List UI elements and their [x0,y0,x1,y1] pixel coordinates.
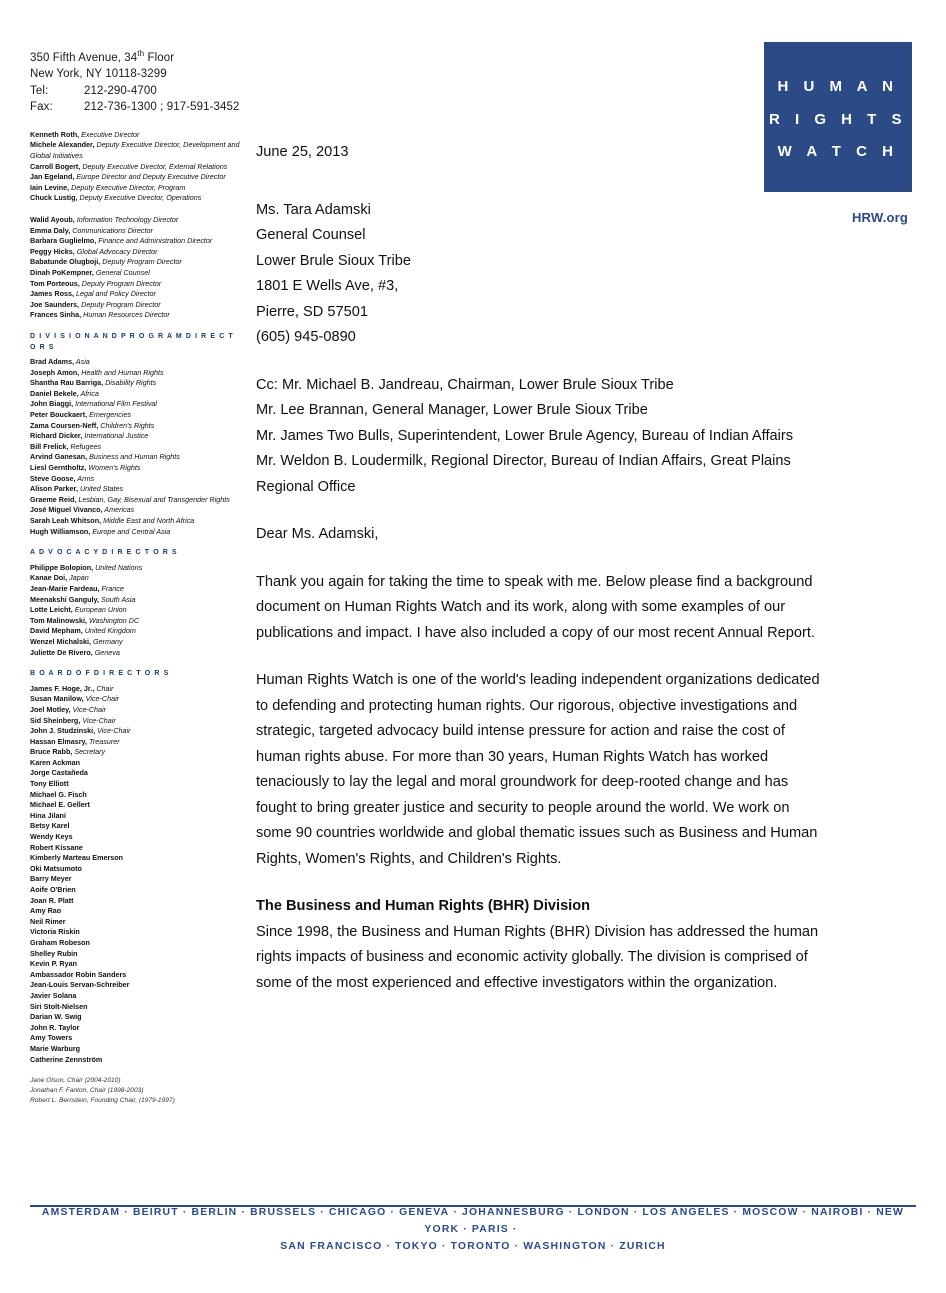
staff-name: Shantha Rau Barriga, [30,378,104,388]
staff-name: Dinah PoKempner, [30,267,94,277]
letter-recipient [256,198,822,351]
staff-title: Japan [67,573,89,583]
footer-separator: · [182,1207,188,1218]
staff-title: Chair [94,683,114,693]
staff-title: Disability Rights [103,378,157,388]
staff-title: France [99,583,124,593]
staff-title: Women's Rights [86,463,141,473]
footer-city: NEW YORK [424,1207,905,1235]
staff-title: Americas [102,505,135,515]
cc-line: Cc: Mr. Michael B. Jandreau, Chairman, Lower Brule Sioux Tribe [256,376,674,393]
staff-name: Wendy Keys [30,832,73,842]
staff-entry [30,130,242,141]
staff-entry [30,790,242,801]
staff-name: Barbara Guglielmo, [30,236,97,246]
staff-name: Daniel Bekele, [30,388,79,398]
staff-emeriti [30,1076,242,1106]
staff-entry [30,140,242,161]
footer-separator: · [386,1241,392,1252]
staff-name: José Miguel Vivanco, [30,505,103,515]
staff-entry [30,694,242,705]
staff-entry [30,779,242,790]
staff-entry [30,970,242,981]
staff-entry [30,268,242,279]
staff-entry [30,193,242,204]
footer-city: BERLIN [191,1207,238,1218]
staff-title: Finance and Administration Director [96,236,213,246]
staff-name: John Biaggi, [30,399,74,409]
staff-entry [30,300,242,311]
staff-entry [30,737,242,748]
staff-name: James F. Hoge, Jr., [30,683,95,693]
staff-entry [30,705,242,716]
staff-title: Africa [78,388,99,398]
staff-name: Carroll Bogert, [30,161,81,171]
staff-entry [30,716,242,727]
staff-entry [30,516,242,527]
logo-line-rights: R I G H T S [768,111,907,128]
staff-name: Kimberly Marteau Emerson [30,853,124,863]
staff-entry [30,421,242,432]
staff-name: Emma Daly, [30,225,71,235]
footer-separator: · [568,1207,574,1218]
staff-entry [30,505,242,516]
staff-entry [30,648,242,659]
address-fax [30,99,242,116]
staff-name: Babatunde Olugboji, [30,257,101,267]
staff-title: Communications Director [70,225,153,235]
letter-paragraph-2: Human Rights Watch is one of the world's leading independent organizations dedicated to defending and protecting human rights. Our rigorous, objective investigations and strategic, targeted advocacy build intense pressure for action and raise the cost of human rights abuse. For more than 30 years, Human Rights Watch has worked tenaciously to lay the legal and moral groundwork for deep-rooted change and has fought to bring greater justice and security to people around the world. We work on some 90 countries worldwide and global thematic issues such as Business and Human Rights, Women's Rights, and Children's Rights. [256,672,820,867]
staff-entry [30,563,242,574]
fax-label: Fax: [30,101,53,114]
staff-name: Peggy Hicks, [30,246,75,256]
staff-name: Oki Matsumoto [30,863,82,873]
staff-name: Jean-Marie Fardeau, [30,583,100,593]
staff-entry [30,1012,242,1023]
staff-title: Information Technology Director [74,214,179,224]
footer-city: TOKYO [395,1241,438,1252]
staff-name: Philippe Bolopion, [30,562,94,572]
staff-entry [30,215,242,226]
address-floor-suffix: th [137,49,145,58]
footer-city: AMSTERDAM [41,1207,121,1218]
staff-title: United States [77,484,124,494]
staff-group-advocacy [30,548,242,658]
staff-entry [30,389,242,400]
staff-name: Victoria Riskin [30,927,80,937]
footer-line-2 [30,1238,916,1255]
staff-entry [30,452,242,463]
footer-separator: · [441,1241,447,1252]
recipient-line: Ms. Tara Adamski [256,201,371,218]
hrw-website-link[interactable]: HRW.org [851,210,908,225]
staff-title: International Film Festival [73,399,158,409]
staff-entry [30,172,242,183]
staff-name: Catherine Zennström [30,1054,103,1064]
staff-entry [30,864,242,875]
staff-entry [30,1002,242,1013]
staff-title: Vice-Chair [80,715,116,725]
staff-name: Joan R. Platt [30,895,74,905]
staff-name: Arvind Ganesan, [30,452,88,462]
staff-name: Chuck Lustig, [30,193,78,203]
staff-entry [30,684,242,695]
footer-city: LONDON [577,1207,630,1218]
staff-name: Joseph Amon, [30,367,80,377]
staff-name: Liesl Gerntholtz, [30,463,87,473]
staff-emeritus-entry: Robert L. Bernstein, Founding Chair, (1979-1997) [30,1097,175,1105]
address-tel [30,83,242,100]
footer-separator: · [633,1207,639,1218]
staff-name: Kevin P. Ryan [30,959,78,969]
staff-entry [30,279,242,290]
footer-city: TORONTO [450,1241,511,1252]
footer-city: CHICAGO [328,1207,387,1218]
recipient-line: 1801 E Wells Ave, #3, [256,278,399,294]
footer-city: BEIRUT [132,1207,179,1218]
address-street [30,46,242,66]
staff-title: Global Advocacy Director [74,246,158,256]
staff-entry [30,917,242,928]
letter-date: June 25, 2013 [256,144,349,160]
staff-entry [30,758,242,769]
staff-title: Executive Director [79,129,140,139]
staff-entry [30,626,242,637]
staff-title: European Union [72,605,127,615]
staff-name: Karen Ackman [30,757,81,767]
staff-name: Peter Bouckaert, [30,410,88,420]
staff-title: Secretary [72,747,106,757]
staff-title: Deputy Executive Director, Operations [77,193,202,203]
footer-city: NAIROBI [811,1207,864,1218]
staff-name: Betsy Karel [30,821,70,831]
staff-name: Bruce Rabb, [30,747,73,757]
staff-name: Javier Solana [30,990,77,1000]
staff-entry [30,605,242,616]
staff-group-division [30,332,242,537]
staff-entry [30,410,242,421]
staff-title: Asia [74,357,90,367]
staff-title: Treasurer [87,736,120,746]
staff-name: Graham Robeson [30,937,90,947]
staff-title: Geneva [92,647,120,657]
staff-name: Hassan Elmasry, [30,736,88,746]
footer-city: PARIS [471,1224,509,1235]
staff-entry [30,938,242,949]
staff-entry [30,310,242,321]
staff-name: Jean-Louis Servan-Schreiber [30,980,130,990]
staff-entry [30,747,242,758]
tel-value: 212-290-4700 [84,84,157,97]
staff-heading-division: D I V I S I O N A N D P R O G R A M D I R E C T O R S [30,332,234,351]
office-locations-footer [30,1204,916,1255]
staff-entry [30,906,242,917]
footer-separator: · [610,1241,616,1252]
letter-section-heading: The Business and Human Rights (BHR) Division [256,898,591,914]
footer-separator: · [867,1207,873,1218]
staff-name: John J. Studzinski, [30,726,96,736]
staff-entry [30,726,242,737]
staff-entry [30,573,242,584]
staff-emeritus-entry: Jane Olson, Chair (2004-2010) [30,1077,121,1085]
staff-name: Michael G. Fisch [30,789,87,799]
staff-title: Refugees [68,441,102,451]
address-city: New York, NY 10118-3299 [30,68,167,81]
staff-name: Barry Meyer [30,874,72,884]
staff-title: Health and Human Rights [79,367,164,377]
staff-entry [30,853,242,864]
recipient-line: Lower Brule Sioux Tribe [256,252,411,269]
recipient-line: (605) 945-0890 [256,329,356,345]
staff-name: Alison Parker, [30,484,78,494]
staff-title: General Counsel [93,267,150,277]
staff-title: Vice-Chair [95,726,131,736]
staff-title: Deputy Program Director [79,299,161,309]
tel-label: Tel: [30,84,49,97]
staff-name: Siri Stolt-Nielsen [30,1001,88,1011]
staff-entry [30,357,242,368]
staff-name: Michael E. Gellert [30,800,90,810]
footer-city: JOHANNESBURG [462,1207,565,1218]
staff-entry [30,800,242,811]
staff-title: Deputy Executive Director, Development and Global Initiatives [30,140,240,161]
staff-entry [30,183,242,194]
staff-title: Arms [75,473,95,483]
footer-separator: · [390,1207,396,1218]
footer-city: LOS ANGELES [642,1207,730,1218]
footer-city: GENEVA [399,1207,450,1218]
staff-name: Iain Levine, [30,182,70,192]
staff-name: Frances Sinha, [30,310,82,320]
staff-name: Steve Goose, [30,473,76,483]
staff-name: Tom Porteous, [30,278,80,288]
footer-city: BRUSSELS [250,1207,317,1218]
staff-title: Europe Director and Deputy Executive Director [74,172,226,182]
fax-value: 212-736-1300 ; 917-591-3452 [84,101,240,114]
staff-title: Deputy Program Director [79,278,162,288]
staff-entry [30,257,242,268]
footer-separator: · [514,1241,520,1252]
footer-separator: · [802,1207,808,1218]
staff-entry [30,474,242,485]
staff-entry [30,463,242,474]
staff-name: Neil Rimer [30,916,66,926]
staff-name: Juliette De Rivero, [30,647,93,657]
staff-title: Emergencies [87,410,132,420]
cc-line: Mr. Lee Brannan, General Manager, Lower Brule Sioux Tribe [256,402,648,418]
staff-entry [30,1023,242,1034]
staff-entry [30,399,242,410]
staff-entry [30,595,242,606]
staff-entry [30,637,242,648]
staff-name: Kanae Doi, [30,573,68,583]
footer-separator: · [512,1224,518,1235]
staff-name: Michele Alexander, [30,140,95,150]
staff-entry [30,821,242,832]
staff-entry [30,431,242,442]
staff-entry [30,811,242,822]
staff-title: United Kingdom [82,626,136,636]
staff-name: Amy Towers [30,1033,73,1043]
staff-entry [30,832,242,843]
staff-entry [30,378,242,389]
staff-title: Deputy Executive Director, External Relations [80,161,228,171]
cc-line: Mr. Weldon B. Loudermilk, Regional Director, Bureau of Indian Affairs, Great Plains Regional Office [256,453,791,495]
address-floor-word: Floor [144,51,175,64]
footer-separator: · [453,1207,459,1218]
staff-name: Wenzel Michalski, [30,636,91,646]
staff-name: Lotte Leicht, [30,605,73,615]
staff-name: Tom Malinowski, [30,615,87,625]
staff-entry [30,1044,242,1055]
staff-title: United Nations [93,562,143,572]
staff-name: Ambassador Robin Sanders [30,969,127,979]
staff-entry [30,616,242,627]
footer-city: MOSCOW [742,1207,799,1218]
staff-entry [30,927,242,938]
staff-title: Lesbian, Gay, Bisexual and Transgender Rights [76,494,230,504]
staff-entry [30,247,242,258]
staff-title: Vice-Chair [70,704,107,714]
footer-separator: · [241,1207,247,1218]
letter-paragraph-1: Thank you again for taking the time to speak with me. Below please find a background document on Human Rights Watch and its work, along with some examples of our publications and impact. I have also included a copy of our most recent Annual Report. [256,573,815,641]
staff-title: International Justice [82,431,149,441]
letter-section-body: Since 1998, the Business and Human Rights (BHR) Division has addressed the human rights impacts of business and economic activity globally. The division is comprised of some of the most experienced and effective investigators within the organization. [256,923,819,991]
staff-name: Jorge Castañeda [30,768,88,778]
footer-city: ZURICH [619,1241,666,1252]
staff-entry [30,236,242,247]
staff-name: Sarah Leah Whitson, [30,516,102,526]
letter-body [256,140,822,996]
footer-separator: · [463,1224,468,1235]
staff-title: Washington DC [86,615,140,625]
staff-entry [30,949,242,960]
footer-city: SAN FRANCISCO [280,1241,383,1252]
staff-name: Zama Coursen-Neff, [30,420,99,430]
staff-name: Joe Saunders, [30,299,80,309]
staff-title: Deputy Program Director [100,257,182,267]
staff-group-executive [30,130,242,204]
staff-title: Human Resources Director [81,310,170,320]
staff-heading-advocacy: A D V O C A C Y D I R E C T O R S [30,549,178,557]
staff-entry [30,584,242,595]
staff-title: Deputy Executive Director, Program [69,182,186,192]
staff-title: Legal and Policy Director [73,289,156,299]
staff-heading-board: B O A R D O F D I R E C T O R S [30,670,170,678]
staff-name: Brad Adams, [30,357,75,367]
staff-title: Children's Rights [98,420,155,430]
logo-line-watch: W A T C H [777,143,899,160]
staff-name: Susan Manilow, [30,694,84,704]
staff-name: Hugh Williamson, [30,526,91,536]
staff-name: Marie Warburg [30,1043,81,1053]
footer-city: WASHINGTON [523,1241,607,1252]
address-street-text: 350 Fifth Avenue, 34 [30,51,138,64]
staff-entry [30,368,242,379]
footer-line-1 [30,1204,916,1238]
staff-entry [30,162,242,173]
staff-entry [30,527,242,538]
staff-entry [30,1033,242,1044]
footer-separator: · [320,1207,325,1218]
staff-name: Graeme Reid, [30,494,77,504]
footer-separator: · [124,1207,129,1218]
staff-group-directors [30,215,242,321]
staff-name: James Ross, [30,289,74,299]
staff-title: Europe and Central Asia [90,526,171,536]
staff-entry [30,843,242,854]
staff-name: Richard Dicker, [30,431,83,441]
staff-entry [30,896,242,907]
staff-entry [30,289,242,300]
staff-name: Tony Elliott [30,779,69,789]
staff-title: Germany [90,636,123,646]
letterhead-left-column [30,46,242,1106]
staff-name: Jan Egeland, [30,172,75,182]
staff-title: South Asia [98,594,136,604]
staff-entry [30,768,242,779]
letter-cc-list [256,373,822,501]
staff-name: Bill Frelick, [30,441,69,451]
staff-entry [30,991,242,1002]
staff-name: Shelley Rubin [30,948,78,958]
footer-separator: · [733,1207,739,1218]
staff-entry [30,495,242,506]
staff-name: John R. Taylor [30,1022,80,1032]
staff-name: Robert Kissane [30,842,83,852]
staff-entry [30,980,242,991]
staff-entry [30,442,242,453]
staff-name: Walid Ayoub, [30,214,75,224]
staff-emeritus-entry: Jonathan F. Fanton, Chair (1998-2003) [30,1087,144,1095]
staff-name: Meenakshi Ganguly, [30,594,99,604]
staff-entry [30,484,242,495]
staff-title: Middle East and North Africa [101,516,195,526]
staff-title: Business and Human Rights [87,452,180,462]
staff-name: Amy Rao [30,906,62,916]
staff-entry [30,959,242,970]
staff-entry [30,874,242,885]
staff-name: David Mepham, [30,626,83,636]
staff-name: Darian W. Swig [30,1012,82,1022]
staff-name: Kenneth Roth, [30,129,80,139]
staff-group-board [30,669,242,1065]
cc-line: Mr. James Two Bulls, Superintendent, Lower Brule Agency, Bureau of Indian Affairs [256,427,794,444]
letterhead-address [30,46,242,116]
staff-name: Joel Motley, [30,704,71,714]
staff-entry [30,885,242,896]
staff-entry [30,1055,242,1066]
staff-title: Vice-Chair [83,694,120,704]
staff-name: Hina Jilani [30,810,66,820]
recipient-line: Pierre, SD 57501 [256,303,368,320]
staff-name: Sid Sheinberg, [30,715,81,725]
logo-line-human: H U M A N [777,78,899,95]
letter-salutation: Dear Ms. Adamski, [256,526,379,542]
staff-entry [30,226,242,237]
recipient-line: General Counsel [256,227,366,243]
staff-listing [30,130,242,1106]
staff-name: Aoife O'Brien [30,885,76,895]
